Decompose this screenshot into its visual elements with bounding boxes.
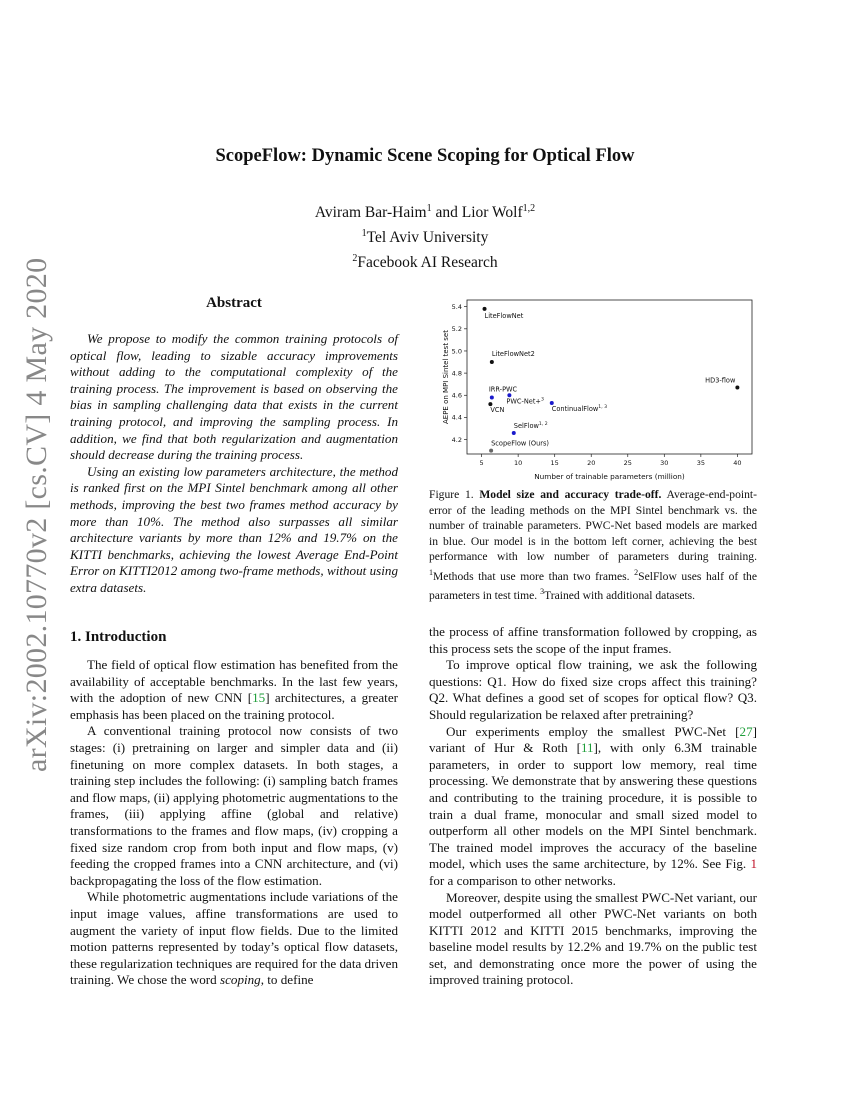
caption-text: Methods that use more than two frames. [433,569,635,583]
body-paragraph [70,889,398,989]
caption-text: Trained with additional datasets. [544,589,695,603]
data-point [483,307,487,311]
abstract-body [70,331,398,597]
body-text: The field of optical flow estimation has benefited from the availability of acceptable benchmarks. In the last few years, with the adoption of new CNN [ [70,657,398,706]
data-point [512,431,516,435]
y-tick-label: 4.6 [451,391,462,400]
author-2: Lior Wolf [461,204,523,222]
caption-footnote-3: 3 [540,587,545,597]
citation-link[interactable]: 27 [739,723,753,739]
y-tick-label: 4.2 [451,435,462,444]
body-text: ], with only 6.3M trainable parameters, in order to support low memory, real time processing. We demonstrate that by answering these questions and contributing to the training procedure, it is possible to train a dual frame, monocular and small sized model to outperform all other models on the MPI Sintel benchmark. The trained model improves the accuracy of the baseline model, which uses the same architecture, by 12%. See Fig. [429,740,757,872]
arxiv-side-label: arXiv:2002.10770v2 [cs.CV] 4 May 2020 [20,257,53,772]
y-tick-label: 4.8 [451,369,462,378]
data-point-label-superscript: 1, 3 [598,405,608,411]
introduction-left-column [70,657,398,989]
y-tick-label: 5.0 [451,347,462,356]
affiliation-1 [0,223,850,248]
abstract-paragraph: We propose to modify the common training protocols of optical flow, leading to sizable accuracy improvements without adding to the computational complexity of the training process. The improvement is based on observing the bias in sampling challenging data that exists in the current training protocol, and improving the sampling process. In addition, we find that both regularization and augmentation should decrease during the training process. [70,331,398,463]
body-text: Our experiments employ the smallest PWC-Net [ [446,723,740,739]
emphasis-text: scoping [219,972,261,988]
body-paragraph: To improve optical flow training, we ask the following questions: Q1. How do fixed size crops affect this training? Q2. What defines a good set of scopes for optical flow? Q3. Should regularization be relaxed after pretraining? [429,657,757,722]
caption-title: Model size and accuracy trade-off. [479,488,662,501]
data-point-label: VCN [490,406,505,415]
y-tick-label: 5.4 [451,302,462,311]
data-point-label: HD3-flow [705,376,736,385]
body-text: ] architectures, a greater emphasis has been placed on the training protocol. [70,690,398,722]
body-text: , to define [260,972,314,988]
data-point [489,449,493,453]
data-point-label: ContinualFlow$^{1, 3}$ [551,405,608,414]
abstract-heading: Abstract [206,295,262,311]
figure-1-caption [429,487,757,604]
body-text: for a comparison to other networks. [429,872,616,888]
author-1-affiliation: 1 [426,203,432,214]
x-tick-label: 30 [660,459,669,467]
body-text: While photometric augmentations include variations of the input image values, affine transformations are used to augment the variety of input flow fields. Due to the limited motion patterns represented by today’s optical flow datasets, these regularization techniques are required for the data driven training. We chose the word [70,889,398,988]
paper-title: ScopeFlow: Dynamic Scene Scoping for Optical Flow [215,146,635,166]
data-point-label: ScopeFlow (Ours) [491,439,550,448]
data-point-label: PWC-Net+$^3$ [506,397,544,406]
figure-1-scatter-chart [436,294,756,484]
data-point-label: SelFlow$^{1, 2}$ [513,421,548,430]
caption-text: SelFlow uses half of the parameters in test time. [429,569,757,603]
caption-footnote-1: 1 [429,567,433,577]
affiliation-2-name: Facebook AI Research [357,254,498,272]
affiliation-2-mark: 2 [352,253,358,265]
author-1: Aviram Bar-Haim [314,204,427,222]
figure-reference-link[interactable]: 1 [750,856,757,872]
x-tick-label: 20 [587,459,596,467]
y-axis-label: AEPE on MPI Sintel test set [442,330,450,424]
affiliation-2 [0,248,850,273]
data-point [735,386,739,390]
x-tick-label: 10 [514,459,523,467]
x-axis-label: Number of trainable parameters (million) [534,472,685,481]
introduction-right-column [429,624,757,989]
data-point-label: LiteFlowNet [484,311,524,320]
caption-footnote-2: 2 [634,567,639,577]
data-point-label-superscript: 1, 2 [538,421,548,427]
data-point-label-superscript: 3 [540,397,544,403]
citation-link[interactable]: 15 [252,690,266,706]
body-paragraph: Moreover, despite using the smallest PWC-Net variant, our model outperformed all other PWC-Net variants on both KITTI 2012 and KITTI 2015 benchmarks, improving the baseline model results by 12.2% and 19.7% on the public test set, and demonstrating once more the power of using the improved training protocol. [429,889,757,988]
x-tick-label: 15 [550,459,559,467]
data-point-label: LiteFlowNet2 [491,350,535,359]
citation-link[interactable]: 11 [580,740,594,756]
body-paragraph: the process of affine transformation followed by cropping, as this process sets the scope of the input frames. [429,624,757,656]
body-paragraph [429,724,757,890]
author-block [0,198,850,273]
author-2-affiliation: 1,2 [522,203,536,214]
authors-line [0,198,850,223]
affiliation-1-name: Tel Aviv University [366,229,489,247]
data-point-label: IRR-PWC [488,385,518,394]
affiliation-1-mark: 1 [361,228,367,240]
data-point [490,360,494,364]
x-tick-label: 40 [733,459,742,467]
body-paragraph: A conventional training protocol now consists of two stages: (i) pretraining on larger and simpler data and (ii) finetuning on more complex datasets. In both stages, a training step includes the following: (i) sampling batch frames and flow maps, (ii) applying photometric augmentations to the frames, (iii) applying affine (global and relative) transformations to the frames and flow maps, (iv) cropping a fixed size random crop from both input and flow maps, (v) feeding the cropped frames into a CNN architecture, and (vi) backpropagating the loss of the flow estimation. [70,723,398,888]
data-point [490,395,494,399]
y-tick-label: 5.2 [451,325,462,334]
introduction-heading: 1. Introduction [70,629,167,645]
x-tick-label: 35 [696,459,705,467]
body-paragraph [70,657,398,723]
x-tick-label: 25 [623,459,632,467]
abstract-paragraph: Using an existing low parameters architecture, the method is ranked first on the MPI Sintel benchmark among all other methods, improving the best two frames method accuracy by more than 10%. The method also surpasses all similar architecture variants by more than 12% and 19.7% on the KITTI benchmarks, achieving the lowest Average End-Point Error on KITTI2012 among two-frame methods, without using extra datasets. [70,463,398,595]
caption-label: Figure 1. [429,488,480,501]
y-tick-label: 4.4 [451,413,462,422]
body-text: ] variant of Hur & Roth [ [429,723,757,756]
caption-text: Average-end-point-error of the leading methods on the MPI Sintel benchmark vs. the number of trainable parameters. PWC-Net based models are marked in blue. Our model is in the bottom left corner, achieving the best performance with low number of parameters during training. [429,488,758,564]
author-join: and [431,204,462,222]
x-tick-label: 5 [479,459,484,467]
